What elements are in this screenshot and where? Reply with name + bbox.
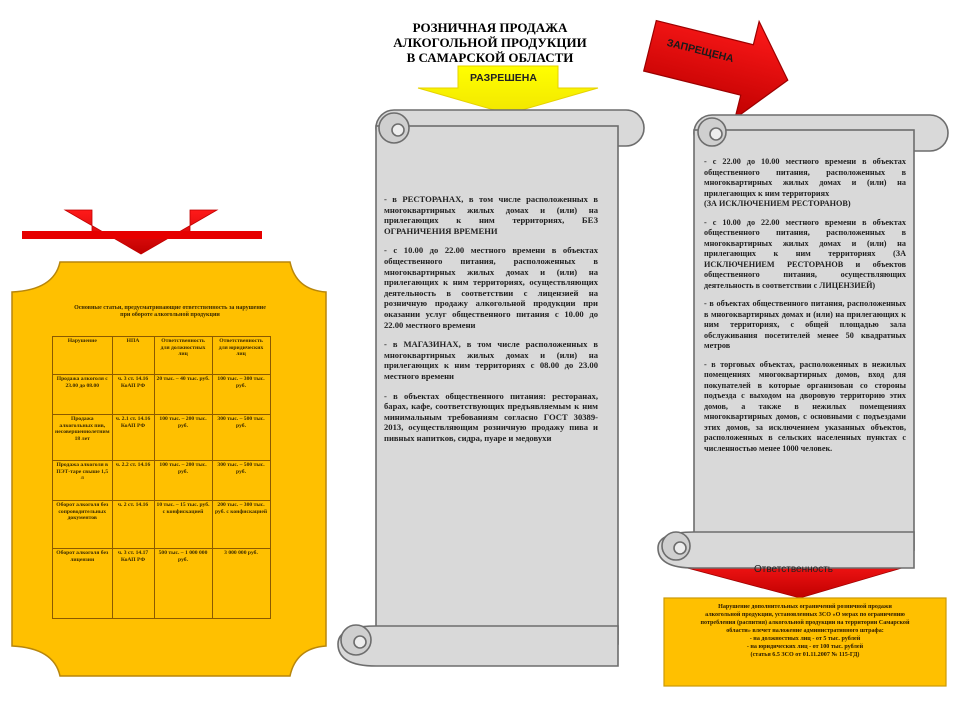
- table-cell: Продажа алкогольных пив, несовершеннолетним 18 лет: [53, 415, 113, 461]
- forbidden-text: [704, 157, 906, 462]
- table-row: [53, 461, 271, 501]
- allowed-item-catering-licensed: - с 10.00 до 22.00 местного времени в объектах общественного питания, расположенных в многоквартирных жилых домах и (или) на прилегающих к ним территориях, осуществляющих деятельность в соответствии с лицензией на розничную продажу алкогольной продукции при оказании услуг общественного питания с 10.00 до 22.00 местного времени: [384, 245, 598, 330]
- table-cell: 10 тыс. – 15 тыс. руб. с конфискацией: [154, 501, 212, 549]
- forbidden-item-night: - с 22.00 до 10.00 местного времени в объектах общественного питания, расположенных в многоквартирных жилых домах и (или) на прилегающих к ним территориях: [704, 157, 906, 198]
- forbidden-item-day: - с 10.00 до 22.00 местного времени в объектах общественного питания, расположенных в многоквартирных жилых домах и (или) на прилегающих к ним территориях (ЗА ИСКЛЮЧЕНИЕМ РЕСТОРАНОВ и объектов общественного питания, осуществляющих деятельность в соответствии с ЛИЦЕНЗИЕЙ): [704, 217, 906, 290]
- forbidden-item-shops-courtyard: - в торговых объектах, расположенных в нежилых помещениях многоквартирных домов, вход для покупателей в которые организован со стороны подъезда с выходом на дворовую территорию этих домов, а также в нежилых помещениях многоквартирных домов, с основными с подъездами этих домов, за исключением указанных объектов, расположенных в сельских населенных пунктах с численностью менее 1000 человек.: [704, 359, 906, 453]
- title-line-3: В САМАРСКОЙ ОБЛАСТИ: [406, 50, 574, 65]
- table-cell: 300 тыс. – 500 тыс. руб.: [212, 461, 270, 501]
- table-cell: 200 тыс. – 300 тыс. руб. с конфискацией: [212, 501, 270, 549]
- penalties-arrow: [22, 210, 262, 254]
- table-cell: 100 тыс. – 300 тыс. руб.: [212, 375, 270, 415]
- table-row: [53, 501, 271, 549]
- table-row: [53, 375, 271, 415]
- table-cell: Продажа алкоголя в ПЭТ-таре свыше 1,5 л: [53, 461, 113, 501]
- responsibility-line: потребления (распития) алкогольной продукции на территории Самарской: [700, 620, 910, 626]
- table-cell: ч. 3 ст. 14.17 КоАП РФ: [112, 549, 154, 619]
- allowed-item-restaurants: - в РЕСТОРАНАХ, в том числе расположенных в многоквартирных жилых домах и (или) на прилегающих к ним территориях, БЕЗ ОГРАНИЧЕНИЯ ВРЕМЕНИ: [384, 194, 598, 236]
- penalties-title: Основные статьи, предусматривающие ответственность за нарушение при обороте алкогольной продукции: [74, 305, 266, 319]
- forbidden-item-night-exception: (ЗА ИСКЛЮЧЕНИЕМ РЕСТОРАНОВ): [704, 199, 851, 208]
- table-cell: 3 000 000 руб.: [212, 549, 270, 619]
- header-cell: Нарушение: [53, 337, 113, 375]
- responsibility-line: (статья 6.5 ЗСО от 01.11.2007 № 115-ГД): [750, 652, 860, 658]
- allowed-item-shops: - в МАГАЗИНАХ, в том числе расположенных в многоквартирных жилых домах и (или) на прилегающих к ним территориях с 08.00 до 23.00 местного времени: [384, 339, 598, 381]
- allowed-text: [384, 194, 598, 452]
- table-cell: ч. 2.2 ст. 14.16: [112, 461, 154, 501]
- responsibility-label: Ответственность: [754, 564, 833, 575]
- forbidden-item-small-hall: - в объектах общественного питания, расположенных в многоквартирных домах и (или) на прилегающих к ним территориях, с общей площадью зала обслуживания посетителей менее 50 квадратных метров: [704, 299, 906, 350]
- forbidden-label: ЗАПРЕЩЕНА: [665, 36, 735, 66]
- allowed-item-beer: - в объектах общественного питания: ресторанах, барах, кафе, соответствующих предъявляемым к ним минимальным требованиям согласно ГОСТ 30389-2013, осуществляющим розничную продажу пива и пивных напитков, сидра, пуаре и медовухи: [384, 390, 598, 443]
- table-cell: 300 тыс. – 500 тыс. руб.: [212, 415, 270, 461]
- title-line-2: АЛКОГОЛЬНОЙ ПРОДУКЦИИ: [393, 35, 587, 50]
- forbidden-arrow: [638, 0, 800, 129]
- table-cell: Продажа алкоголя с 23.00 до 08.00: [53, 375, 113, 415]
- responsibility-line: Нарушение дополнительных ограничений розничной продажи: [718, 604, 892, 610]
- table-cell: 100 тыс. – 200 тыс. руб.: [154, 415, 212, 461]
- table-row: [53, 549, 271, 619]
- table-cell: 100 тыс. – 200 тыс. руб.: [154, 461, 212, 501]
- table-cell: ч. 3 ст. 14.16 КоАП РФ: [112, 375, 154, 415]
- penalties-table: [52, 336, 271, 619]
- responsibility-line: алкогольной продукции, установленных ЗСО «О мерах по ограничению: [705, 612, 905, 618]
- table-cell: Оборот алкоголя без лицензии: [53, 549, 113, 619]
- table-cell: Оборот алкоголя без сопроводительных документов: [53, 501, 113, 549]
- allowed-label: РАЗРЕШЕНА: [470, 72, 537, 84]
- table-cell: ч. 2.1 ст. 14.16 КоАП РФ: [112, 415, 154, 461]
- responsibility-line: области» влечет наложение административного штрафа:: [726, 628, 884, 634]
- table-cell: ч. 2 ст. 14.16: [112, 501, 154, 549]
- header-cell: НПА: [112, 337, 154, 375]
- responsibility-line: - на должностных лиц - от 5 тыс. рублей: [749, 636, 861, 642]
- responsibility-text: [670, 603, 940, 659]
- header-cell: Ответственность для юридических лиц: [212, 337, 270, 375]
- title-line-1: РОЗНИЧНАЯ ПРОДАЖА: [412, 20, 568, 35]
- table-cell: 20 тыс. – 40 тыс. руб.: [154, 375, 212, 415]
- table-cell: 500 тыс. – 1 000 000 руб.: [154, 549, 212, 619]
- penalties-table-wrap: [52, 336, 271, 619]
- table-row: [53, 415, 271, 461]
- penalties-header-row: [53, 337, 271, 375]
- header-cell: Ответственность для должностных лиц: [154, 337, 212, 375]
- responsibility-line: - на юридических лиц - от 100 тыс. рублей: [746, 644, 864, 650]
